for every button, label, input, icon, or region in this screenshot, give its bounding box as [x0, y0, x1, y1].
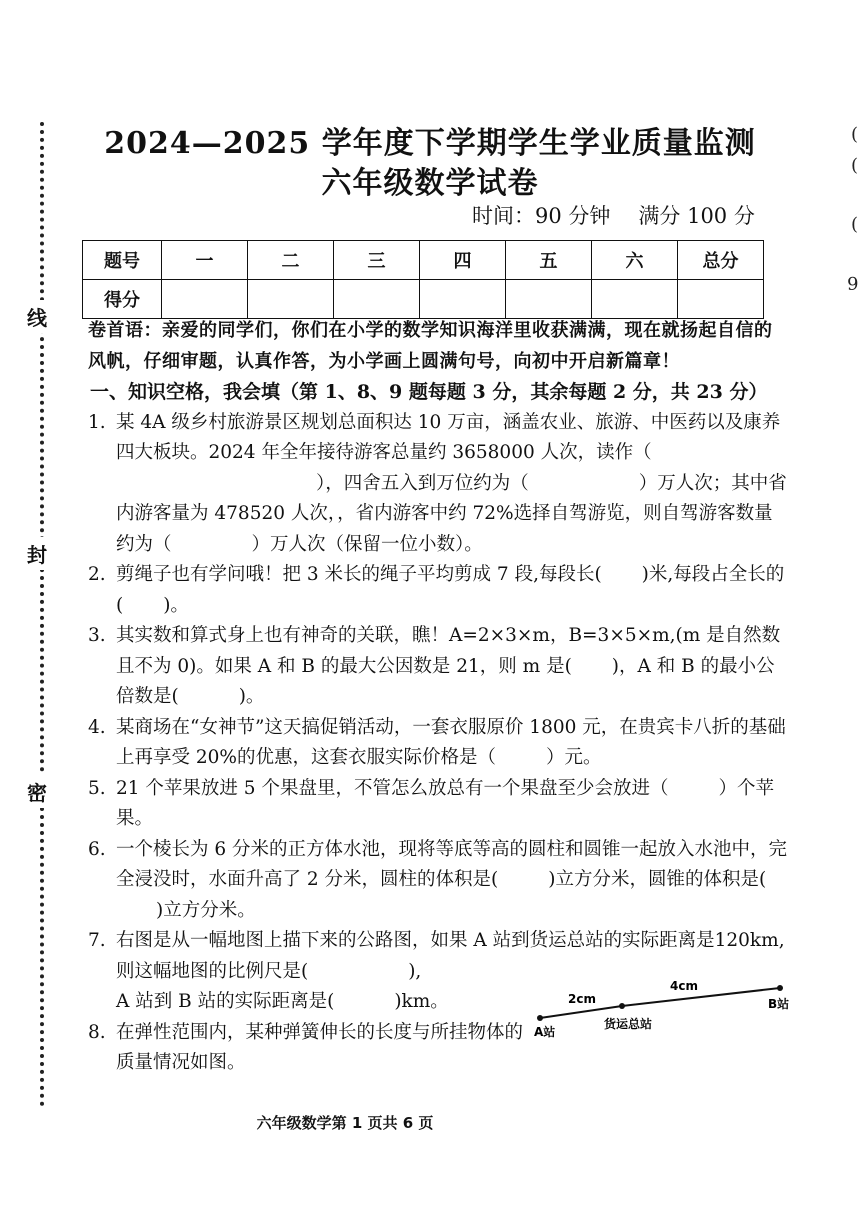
score-cell[interactable]	[248, 280, 334, 319]
question-text: ）个苹果。	[116, 777, 774, 829]
question-number: 8.	[88, 1021, 106, 1043]
exam-title: 2024—2025 学年度下学期学生学业质量监测	[104, 126, 756, 161]
question-number: 5.	[88, 777, 106, 799]
score-table-header-cell: 六	[592, 241, 678, 280]
question-2	[88, 560, 788, 621]
question-number: 1.	[88, 411, 106, 433]
score-table-header-cell: 五	[506, 241, 592, 280]
question-text: A 站到 B 站的实际距离是(	[116, 991, 335, 1012]
question-text: ）万人次（保留一位小数）。	[251, 533, 483, 555]
page-footer: 六年级数学第 1 页共 6 页	[256, 1114, 434, 1132]
right-edge-mark: (	[850, 214, 858, 235]
section-heading-1: 一、知识空格，我会填（第 1、8、9 题每题 3 分，其余每题 2 分，共 23 分）	[90, 381, 768, 403]
question-text: )。	[163, 594, 189, 616]
question-text: ),	[408, 960, 422, 982]
question-text: 一个棱长为 6 分米的正方体水池，现将等底等高的圆柱和圆锥一起放入水池中，完全浸没时，水面升高了 2 分米，圆柱的体积是(	[116, 838, 788, 890]
question-1	[88, 408, 788, 561]
station-a-label: A站	[534, 1025, 556, 1039]
question-text: 21 个苹果放进 5 个果盘里，不管怎么放总有一个果盘至少会放进（	[116, 777, 669, 799]
score-table-header-cell: 总分	[678, 241, 764, 280]
score-table-header-cell: 一	[162, 241, 248, 280]
exam-meta	[472, 200, 783, 230]
binding-char-feng: 封	[22, 537, 52, 570]
question-text: 其实数和算式身上也有神奇的关联，瞧！A=2×3×m，B=3×5×m,(m 是自然数且不为 0)。如果 A 和 B 的最大公因数是 21，则 m 是(	[116, 625, 781, 677]
question-text: ）万人次；其中省内游客量为 478520 人次，，省内游客中约 72%选择自驾游览，则自驾游客数量约为（	[116, 472, 787, 555]
score-cell[interactable]	[334, 280, 420, 319]
binding-dotted-line	[40, 122, 44, 1107]
segment-label-4cm: 4cm	[670, 979, 698, 993]
score-cell[interactable]	[506, 280, 592, 319]
station-a-dot	[537, 1015, 543, 1021]
question-text: 在弹性范围内，某种弹簧伸长的长度与所挂物体的质量情况如图。	[116, 1021, 524, 1073]
question-text: )米,每段占全长的(	[116, 564, 785, 616]
question-text: )，A 和 B 的最小公倍数是(	[116, 655, 775, 707]
question-number: 2.	[88, 564, 106, 585]
question-text: 某商场在“女神节”这天搞促销活动，一套衣服原价 1800 元，在贵宾卡八折的基础上再享受 20%的优惠，这套衣服实际价格是（	[116, 716, 786, 768]
road-map-figure	[530, 970, 800, 1050]
question-6	[88, 835, 788, 927]
question-5	[88, 774, 788, 835]
question-text: 右图是从一幅地图上描下来的公路图，如果 A 站到货运总站的实际距离是120km,则这幅地图的比例尺是(	[116, 930, 785, 982]
station-b-label: B站	[768, 997, 790, 1011]
freight-station-dot	[619, 1003, 625, 1009]
exam-time: 时间：90 分钟	[472, 204, 611, 228]
question-text: )立方分米。	[156, 899, 256, 921]
question-text: )km。	[394, 991, 449, 1012]
station-b-dot	[777, 985, 783, 991]
question-number: 4.	[88, 716, 106, 738]
right-edge-mark: (	[850, 124, 858, 145]
score-table-header-cell: 二	[248, 241, 334, 280]
score-table-score-row	[83, 280, 764, 319]
question-4	[88, 713, 788, 774]
question-number: 6.	[88, 838, 106, 860]
question-text: )立方分米，圆锥的体积是(	[548, 869, 767, 890]
score-table-header-cell: 三	[334, 241, 420, 280]
score-cell[interactable]	[420, 280, 506, 319]
question-text: 剪绳子也有学问哦！把 3 米长的绳子平均剪成 7 段,每段长(	[116, 564, 602, 585]
question-number: 7.	[88, 930, 106, 951]
binding-char-xian: 线	[22, 300, 52, 333]
score-cell[interactable]	[592, 280, 678, 319]
question-text: ）元。	[546, 747, 602, 768]
score-table-header-cell: 四	[420, 241, 506, 280]
score-table	[82, 240, 764, 319]
question-text: ），四舍五入到万位约为（	[316, 472, 529, 494]
score-cell[interactable]	[678, 280, 764, 319]
exam-content	[88, 316, 788, 1079]
question-text: 某 4A 级乡村旅游景区规划总面积达 10 万亩，涵盖农业、旅游、中医药以及康养四大板块。2024 年全年接待游客总量约 3658000 人次，读作（	[116, 411, 781, 463]
segment-label-2cm: 2cm	[568, 992, 596, 1006]
question-text: )。	[238, 686, 265, 707]
score-row-label: 得分	[83, 280, 162, 319]
question-3	[88, 621, 788, 713]
score-table-header-cell: 题号	[83, 241, 162, 280]
preface: 卷首语：亲爱的同学们，你们在小学的数学知识海洋里收获满满，现在就扬起自信的风帆，仔细审题，认真作答，为小学画上圆满句号，向初中开启新篇章！	[88, 320, 773, 372]
question-8	[88, 1018, 536, 1079]
score-cell[interactable]	[162, 280, 248, 319]
binding-char-mi: 密	[22, 775, 52, 808]
freight-station-label: 货运总站	[604, 1017, 653, 1031]
exam-subtitle: 六年级数学试卷	[321, 166, 539, 201]
question-number: 3.	[88, 625, 106, 646]
exam-full-score: 满分 100 分	[638, 204, 755, 228]
score-table-header-row	[83, 241, 764, 280]
right-edge-mark: (	[850, 155, 858, 176]
right-edge-mark: 6	[846, 272, 858, 293]
